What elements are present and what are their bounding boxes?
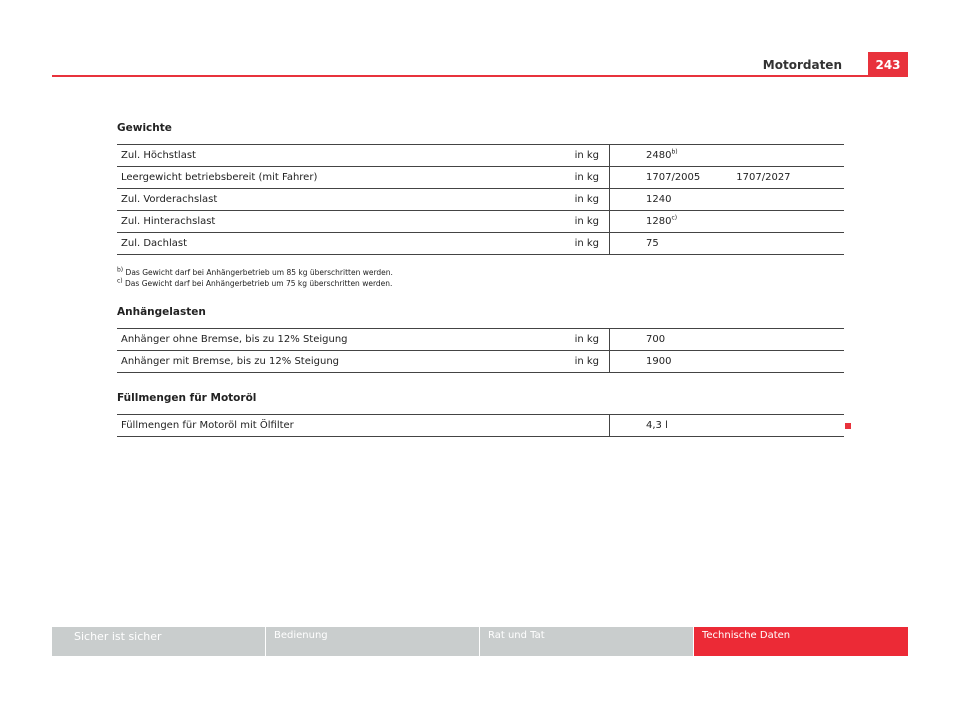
row-unit: in kg <box>445 145 610 167</box>
footnote-mark: c) <box>117 277 123 285</box>
row-label: Füllmengen für Motoröl mit Ölfilter <box>117 415 445 437</box>
section-title-fuellmengen: Füllmengen für Motoröl <box>117 392 257 404</box>
footnotes <box>117 267 393 289</box>
trailer-loads-table <box>117 328 844 373</box>
footer-nav <box>52 627 908 656</box>
row-label: Zul. Höchstlast <box>117 145 445 167</box>
row-value <box>610 145 845 167</box>
table-row <box>117 329 844 351</box>
footnote-text: Das Gewicht darf bei Anhängerbetrieb um 75 kg überschritten werden. <box>125 279 393 288</box>
row-label: Anhänger ohne Bremse, bis zu 12% Steigung <box>117 329 445 351</box>
header-divider <box>52 75 908 77</box>
chapter-title: Motordaten <box>762 58 842 72</box>
table-row <box>117 145 844 167</box>
value-text: 1240 <box>646 194 672 205</box>
footnote-ref: c) <box>671 214 678 222</box>
value-text-secondary: 1707/2027 <box>736 172 791 183</box>
row-label: Zul. Dachlast <box>117 233 445 255</box>
footer-tab-sicher-ist-sicher[interactable]: Sicher ist sicher <box>52 627 266 656</box>
row-value: 700 <box>610 329 845 351</box>
footer-tab-bedienung[interactable]: Bedienung <box>266 627 480 656</box>
footer-tab-technische-daten[interactable]: Technische Daten <box>694 627 908 656</box>
row-label: Zul. Hinterachslast <box>117 211 445 233</box>
section-title-anhaengelasten: Anhängelasten <box>117 306 206 318</box>
row-value: 1900 <box>610 351 845 373</box>
row-unit: in kg <box>445 167 610 189</box>
footnote <box>117 278 393 289</box>
row-label: Zul. Vorderachslast <box>117 189 445 211</box>
table-row <box>117 167 844 189</box>
footer-tab-rat-und-tat[interactable]: Rat und Tat <box>480 627 694 656</box>
section-end-marker-icon <box>845 423 851 429</box>
footnote-text: Das Gewicht darf bei Anhängerbetrieb um 85 kg überschritten werden. <box>125 268 393 277</box>
section-title-gewichte: Gewichte <box>117 122 172 134</box>
row-unit <box>445 415 610 437</box>
table-row <box>117 233 844 255</box>
row-label: Anhänger mit Bremse, bis zu 12% Steigung <box>117 351 445 373</box>
footnote <box>117 267 393 278</box>
value-text: 2480 <box>646 150 672 161</box>
footnote-ref: b) <box>671 148 678 156</box>
row-label: Leergewicht betriebsbereit (mit Fahrer) <box>117 167 445 189</box>
oil-capacity-table <box>117 414 844 437</box>
value-text: 1707/2005 <box>646 172 701 183</box>
row-unit: in kg <box>445 211 610 233</box>
row-value <box>610 233 845 255</box>
table-row <box>117 211 844 233</box>
value-text: 75 <box>646 238 659 249</box>
row-value <box>610 167 845 189</box>
row-unit: in kg <box>445 233 610 255</box>
page-number: 243 <box>868 52 908 76</box>
row-unit: in kg <box>445 351 610 373</box>
row-value <box>610 189 845 211</box>
weights-table <box>117 144 844 255</box>
row-unit: in kg <box>445 189 610 211</box>
value-text: 1280 <box>646 216 672 227</box>
table-row <box>117 189 844 211</box>
row-value: 4,3 l <box>610 415 845 437</box>
footnote-mark: b) <box>117 266 124 274</box>
table-row <box>117 415 844 437</box>
table-row <box>117 351 844 373</box>
row-unit: in kg <box>445 329 610 351</box>
row-value <box>610 211 845 233</box>
